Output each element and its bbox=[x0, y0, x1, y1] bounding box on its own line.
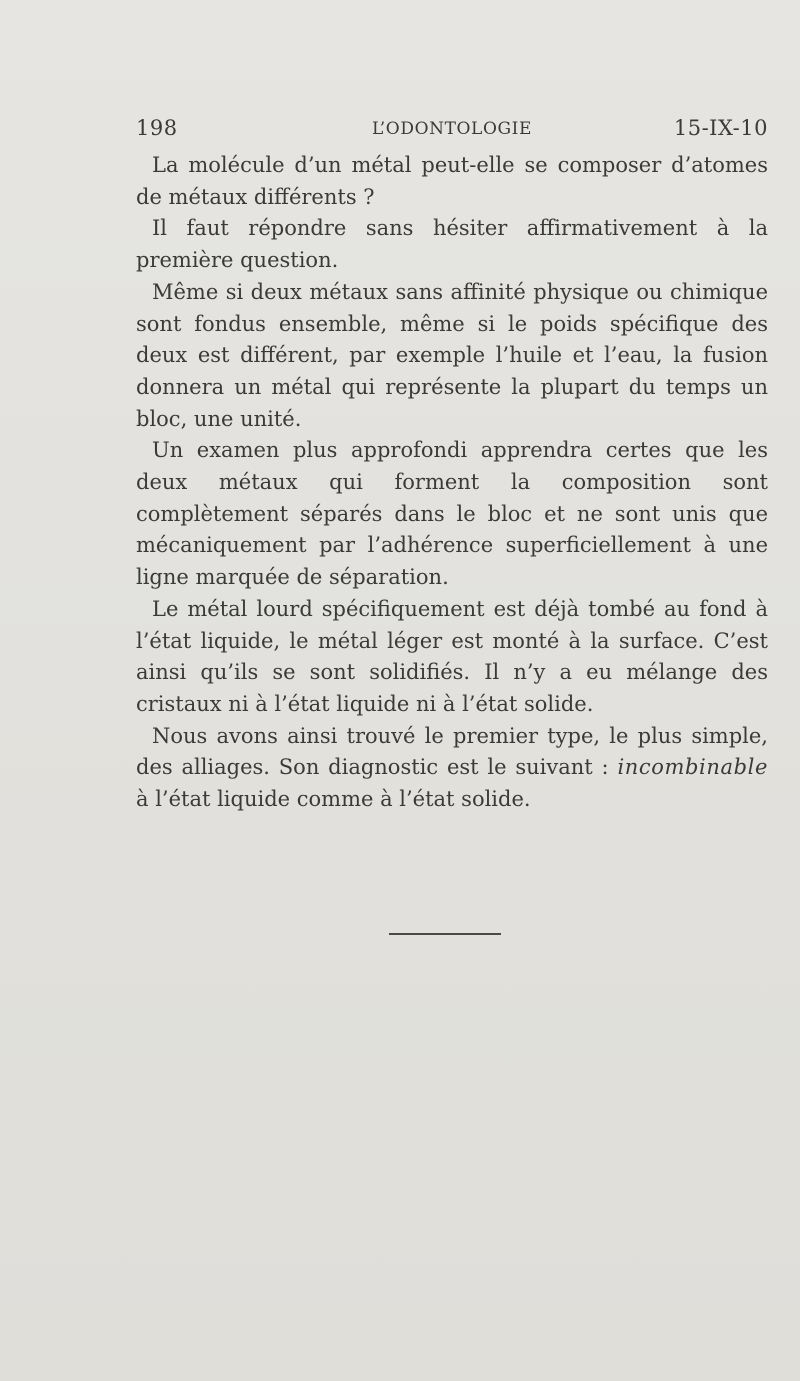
emphasized-term: incombinable bbox=[617, 755, 768, 780]
conclusion-text-end: à l’état liquide comme à l’état solide. bbox=[136, 787, 531, 812]
body-text bbox=[136, 150, 768, 816]
journal-title: L’ODONTOLOGIE bbox=[371, 119, 532, 139]
paragraph-conclusion bbox=[136, 721, 768, 816]
paragraph: Il faut répondre sans hésiter affirmativement à la première question. bbox=[136, 216, 768, 273]
paragraph: La molécule d’un métal peut-elle se composer d’atomes de métaux différents ? bbox=[136, 153, 768, 209]
paragraph: Le métal lourd spécifiquement est déjà tombé au fond à l’état liquide, le métal léger est monté à la surface. C’est ainsi qu’ils se sont solidifiés. Il n’y a eu mélange des cristaux ni à l’état liquide ni à l’état solide. bbox=[136, 596, 768, 716]
paragraph: Un examen plus approfondi apprendra certes que les deux métaux qui forment la composition sont complètement séparés dans le bloc et ne sont unis que mécaniquement par l’adhérence superficiellement à une ligne marquée de séparation. bbox=[136, 438, 768, 590]
section-end-rule bbox=[389, 933, 501, 935]
issue-date: 15-IX-10 bbox=[673, 116, 768, 140]
running-header bbox=[136, 112, 768, 146]
paragraph: Même si deux métaux sans affinité physique ou chimique sont fondus ensemble, même si le poids spécifique des deux est différent, par exemple l’huile et l’eau, la fusion donnera un métal qui représente la plupart du temps un bloc, une unité. bbox=[136, 279, 768, 431]
page-number: 198 bbox=[136, 116, 178, 140]
conclusion-text: Nous avons ainsi trouvé le premier type, le plus simple, des alliages. Son diagnostic est le suivant : bbox=[136, 723, 768, 780]
